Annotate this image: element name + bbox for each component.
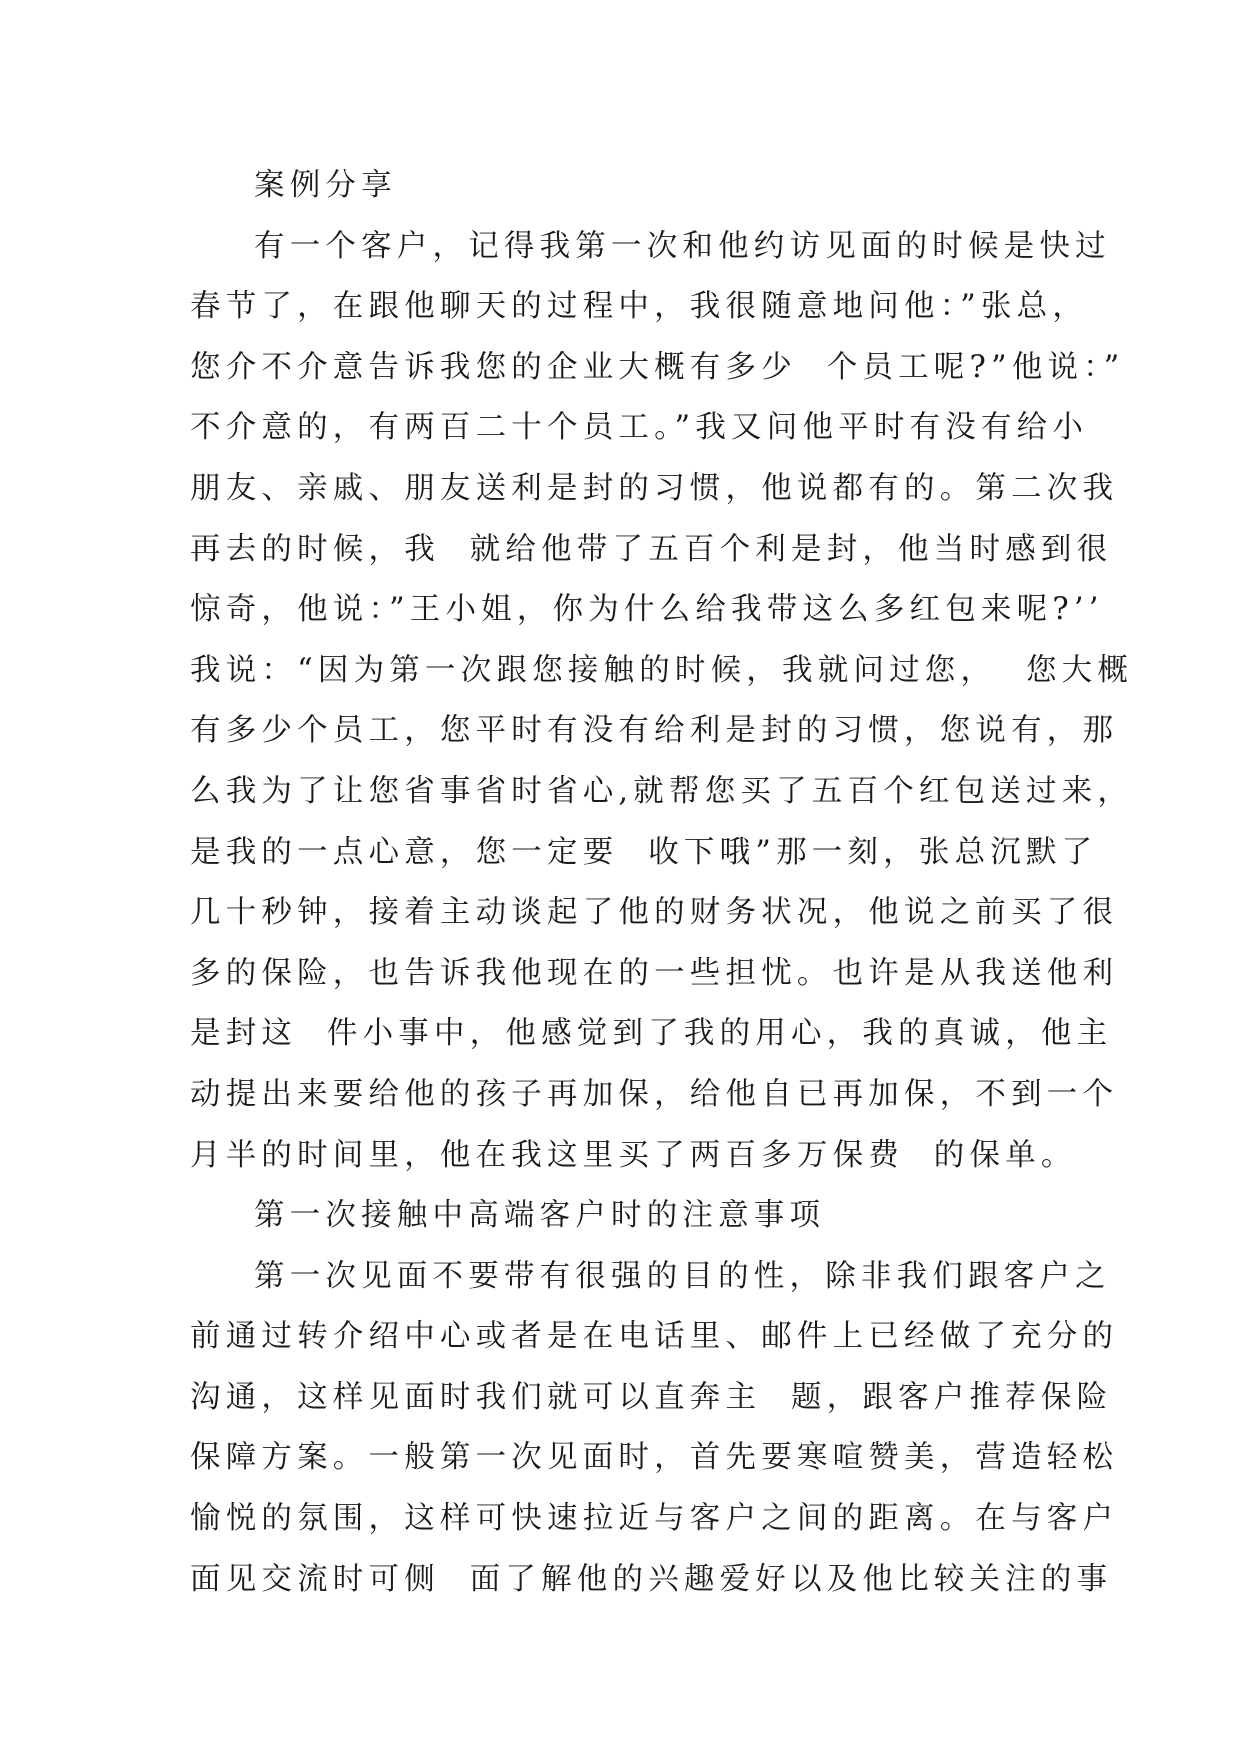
paragraph-line: 再去的时候，我 就给他带了五百个利是封，他当时感到很 xyxy=(190,531,1113,567)
paragraph-line: 有一个客户，记得我第一次和他约访见面的时候是快过 xyxy=(254,228,1111,264)
section-heading-first-contact-notes: 第一次接触中高端客户时的注意事项 xyxy=(254,1198,826,1234)
paragraph-line: 面见交流时可侧 面了解他的兴趣爱好以及他比较关注的事 xyxy=(190,1561,1113,1597)
paragraph-line: 第一次见面不要带有很强的目的性，除非我们跟客户之 xyxy=(254,1258,1111,1294)
paragraph-line: 不介意的，有两百二十个员工。”我又问他平时有没有给小 xyxy=(190,410,1089,446)
paragraph-line: 月半的时间里，他在我这里买了两百多万保费 的保单。 xyxy=(190,1137,1077,1173)
first-meeting-paragraph xyxy=(190,1247,1119,1611)
paragraph-line: 沟通，这样见面时我们就可以直奔主 题，跟客户推荐保险 xyxy=(190,1379,1113,1415)
paragraph-line: 惊奇，他说：”王小姐，你为什么给我带这么多红包来呢?’’ xyxy=(190,592,1104,628)
paragraph-line: 有多少个员工，您平时有没有给利是封的习惯，您说有，那 xyxy=(190,713,1119,749)
paragraph-line: 前通过转介绍中心或者是在电话里、邮件上已经做了充分的 xyxy=(190,1319,1119,1355)
paragraph-line: 动提出来要给他的孩子再加保，给他自已再加保，不到一个 xyxy=(190,1076,1119,1112)
paragraph-line: 愉悦的氛围，这样可快速拉近与客户之间的距离。在与客户 xyxy=(190,1501,1119,1537)
paragraph-line: 您介不介意告诉我您的企业大概有多少 个员工呢?”他说：” xyxy=(190,349,1125,385)
document-body xyxy=(190,156,1134,1610)
paragraph-line: 朋友、亲戚、朋友送利是封的习惯，他说都有的。第二次我 xyxy=(190,470,1119,506)
section-heading-case-sharing: 案例分享 xyxy=(254,168,397,203)
paragraph-line: 多的保险，也告诉我他现在的一些担忧。也许是从我送他利 xyxy=(190,955,1119,991)
paragraph-line: 保障方案。一般第一次见面时，首先要寒喧赞美，营造轻松 xyxy=(190,1440,1119,1476)
paragraph-line: 是我的一点心意，您一定要 收下哦”那一刻，张总沉默了 xyxy=(190,834,1098,870)
paragraph-line: 我说：“因为第一次跟您接触的时候，我就问过您， 您大概 xyxy=(190,652,1134,688)
paragraph-line: 几十秒钟，接着主动谈起了他的财务状况，他说之前买了很 xyxy=(190,895,1119,931)
paragraph-line: 么我为了让您省事省时省心,就帮您买了五百个红包送过来， xyxy=(190,773,1134,809)
paragraph-line: 是封这 件小事中，他感觉到了我的用心，我的真诚，他主 xyxy=(190,1016,1113,1052)
paragraph-line: 春节了，在跟他聊天的过程中，我很随意地问他：”张总， xyxy=(190,289,1089,325)
case-story-paragraph xyxy=(190,217,1134,1187)
